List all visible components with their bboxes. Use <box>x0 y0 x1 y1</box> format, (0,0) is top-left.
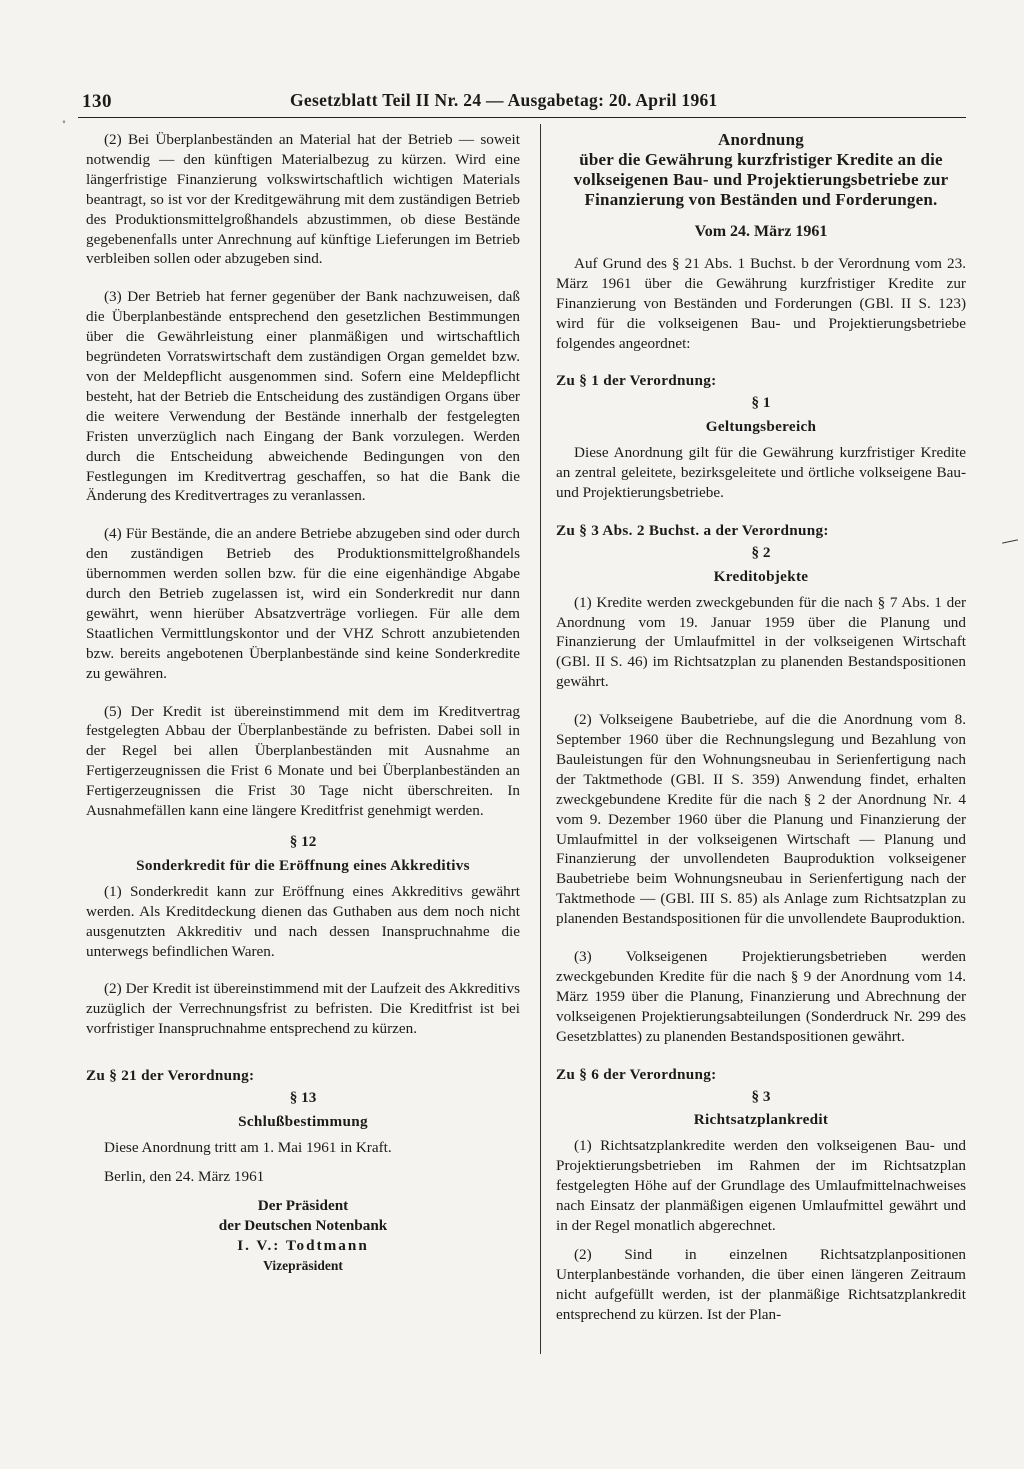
header-rule <box>78 117 966 118</box>
section-number: § 3 <box>751 1087 771 1105</box>
left-column <box>86 130 520 1276</box>
running-head: Gesetzblatt Teil II Nr. 24 — Ausgabetag: 20. April 1961 <box>290 90 718 110</box>
decree-title: über die Gewährung kurzfristiger Kredite an die volkseigenen Bau- und Projektierungsbetriebe zur Finanzierung von Beständen und Forderungen. <box>573 150 949 209</box>
paragraph: (3) Der Betrieb hat ferner gegenüber der Bank nachzuweisen, daß die Überplanbestände entsprechend den gesetzlichen Bestimmungen über die Gewährleistung einer planmäßigen und wirtschaftlich begründeten Vorratswirtschaft dem zuständigen Organ gemeldet bzw. von der Meldepflicht ausgenommen sind. Sofern eine Meldepflicht besteht, hat der Betrieb die Entscheidung des zuständigen Organs über die weitere Verwendung der Bestände innerhalb der festgelegten Fristen unverzüglich nach Eingang der Bank vorzulegen. Werden durch die Entscheidung abweichende Bedingungen von den Festlegungen im Kreditvertrag geschaffen, so hat die Bank die Änderung des Kreditvertrages zu veranlassen. <box>86 288 520 505</box>
section-title: Geltungsbereich <box>705 418 817 436</box>
signatory-institution: der Deutschen Notenbank <box>218 1216 388 1234</box>
section-number: § 12 <box>289 833 317 850</box>
place-date: Berlin, den 24. März 1961 <box>104 1167 265 1185</box>
section-title: Sonderkredit für die Eröffnung eines Akkreditivs <box>136 856 470 874</box>
paragraph: (4) Für Bestände, die an andere Betriebe abzugeben sind oder durch den zuständigen Betrieb des Produktionsmittelgroßhandels übernommen werden sollen bzw. für die eine eigenhändige Abgabe durch den Betrieb zugelassen ist, wird ein Sonderkredit nur dann gewährt, wenn hierüber Absatzverträge vorliegen. Für alle dem Staatlichen Vermittlungskontor und der VHZ Schrott anzubietenden bzw. bereits angebotenen Überplanbestände sind keine Sonderkredite zu gewähren. <box>86 525 520 682</box>
right-column <box>556 130 966 1325</box>
paragraph: (5) Der Kredit ist übereinstimmend mit dem im Kreditvertrag festgelegten Abbau der Überplanbestände zu befristen. Dabei soll in der Regel bei allen Überplanbeständen mit Ausnahme an Fertigerzeugnissen die Frist 6 Monate und bei Überplanbeständen an Fertigerzeugnissen die Frist 30 Tage nicht überschreiten. In Ausnahmefällen kann eine längere Kreditfrist genehmigt werden. <box>86 702 520 820</box>
regulation-reference: Zu § 21 der Verordnung: <box>86 1067 255 1085</box>
section-title: Schlußbestimmung <box>238 1112 368 1130</box>
decree-heading: Anordnung <box>718 130 804 149</box>
paragraph: Auf Grund des § 21 Abs. 1 Buchst. b der Verordnung vom 23. März 1961 über die Gewährung kurzfristiger Kredite zur Finanzierung von Beständen und Forderungen (GBl. II S. 123) wird für die volkseigenen Bau- und Projektierungsbetriebe folgendes angeordnet: <box>556 254 966 352</box>
section-title: Richtsatzplankredit <box>693 1111 829 1129</box>
paragraph: (2) Volkseigene Baubetriebe, auf die die Anordnung vom 8. September 1960 über die Rechnungslegung und Bezahlung von Bauleistungen für den Wohnungsneubau in Serienfertigung nach der Taktmethode (GBl. II S. 359) Anwendung findet, erhalten zweckgebundene Kredite für die nach § 2 der Anordnung Nr. 4 vom 9. Dezember 1960 über die Planung und Finanzierung der Umlaufmittel in der volkseigenen Wirtschaft — Planung und Finanzierung der unvollendeten Bauproduktion volkseigener Baubetriebe beim Wohnungsneubau in Serienfertigung nach der Taktmethode — (GBl. III S. 85) als Anlage zum Richtsatzplan zu planenden Bestandspositionen für die unvollendete Bauproduktion. <box>556 711 966 928</box>
margin-mark: ˚ <box>62 118 66 132</box>
paragraph: (1) Kredite werden zweckgebunden für die nach § 7 Abs. 1 der Anordnung vom 19. Januar 1959 über die Planung und Finanzierung der Umlaufmittel in der volkseigenen Wirtschaft (GBl. II S. 46) im Richtsatzplan zu planenden Bestandspositionen gewährt. <box>556 593 966 691</box>
section-number: § 2 <box>751 543 771 561</box>
regulation-reference: Zu § 3 Abs. 2 Buchst. a der Verordnung: <box>556 521 829 539</box>
section-number: § 1 <box>751 394 771 412</box>
margin-tick <box>1002 539 1018 543</box>
regulation-reference: Zu § 1 der Verordnung: <box>556 372 717 390</box>
page-number: 130 <box>82 91 112 112</box>
signatory-title: Der Präsident <box>257 1196 349 1214</box>
signatory-name: I. V.: Todtmann <box>237 1236 369 1254</box>
paragraph: (2) Bei Überplanbeständen an Material hat der Betrieb — soweit notwendig — den künftigen Materialbezug zu kürzen. Wird eine längerfristige Finanzierung volkswirtschaftlich wichtigen Materials beantragt, so ist vor der Kreditgewährung mit dem zuständigen Betrieb des Produktionsmittelgroßhandels abzustimmen, ob diese Bestände gegebenenfalls unter Anrechnung auf künftige Lieferungen im Betrieb verbleiben sollen oder abzugeben sind. <box>86 131 520 268</box>
paragraph: Diese Anordnung tritt am 1. Mai 1961 in Kraft. <box>104 1138 392 1156</box>
paragraph: (2) Der Kredit ist übereinstimmend mit der Laufzeit des Akkreditivs zuzüglich der Verrechnungsfrist zu befristen. Die Kreditfrist ist bei vorfristiger Inanspruchnahme entsprechend zu kürzen. <box>86 980 520 1038</box>
signatory-role: Vizepräsident <box>263 1257 343 1273</box>
paragraph: (3) Volkseigenen Projektierungsbetrieben werden zweckgebunden Kredite für die nach § 9 der Anordnung vom 14. März 1959 über die Planung, Finanzierung und Abrechnung der volkseigenen Projektierungsabteilungen (Sonderdruck Nr. 299 des Gesetzblattes) zu planenden Bestandspositionen gewährt. <box>556 948 966 1045</box>
section-number: § 13 <box>289 1089 317 1107</box>
section-title: Kreditobjekte <box>713 567 809 585</box>
paragraph: (1) Richtsatzplankredite werden den volkseigenen Bau- und Projektierungsbetrieben im Rahmen der im Richtsatzplan festgelegten Höhe auf der Grundlage des Umlaufmittelnachweises nach Einsatz der planmäßigen eigenen Umlaufmittel gewährt und in der Regel monatlich abgerechnet. <box>556 1137 966 1234</box>
paragraph: (1) Sonderkredit kann zur Eröffnung eines Akkreditivs gewährt werden. Als Kreditdeckung dienen das Guthaben aus dem noch nicht ausgenutzten Akkreditiv und nach dessen Inanspruchnahme die unterwegs befindlichen Waren. <box>86 882 520 960</box>
paragraph: Diese Anordnung gilt für die Gewährung kurzfristiger Kredite an zentral geleitete, bezirksgeleitete und örtliche volkseigene Bau- und Projektierungsbetriebe. <box>556 444 966 501</box>
decree-date: Vom 24. März 1961 <box>694 223 828 240</box>
column-divider <box>540 124 541 1354</box>
paragraph: (2) Sind in einzelnen Richtsatzplanpositionen Unterplanbestände vorhanden, die über einen längeren Zeitraum nicht aufgefüllt werden, ist der planmäßige Richtsatzplankredit entsprechend zu kürzen. Ist der Plan- <box>556 1245 966 1323</box>
regulation-reference: Zu § 6 der Verordnung: <box>556 1065 717 1083</box>
